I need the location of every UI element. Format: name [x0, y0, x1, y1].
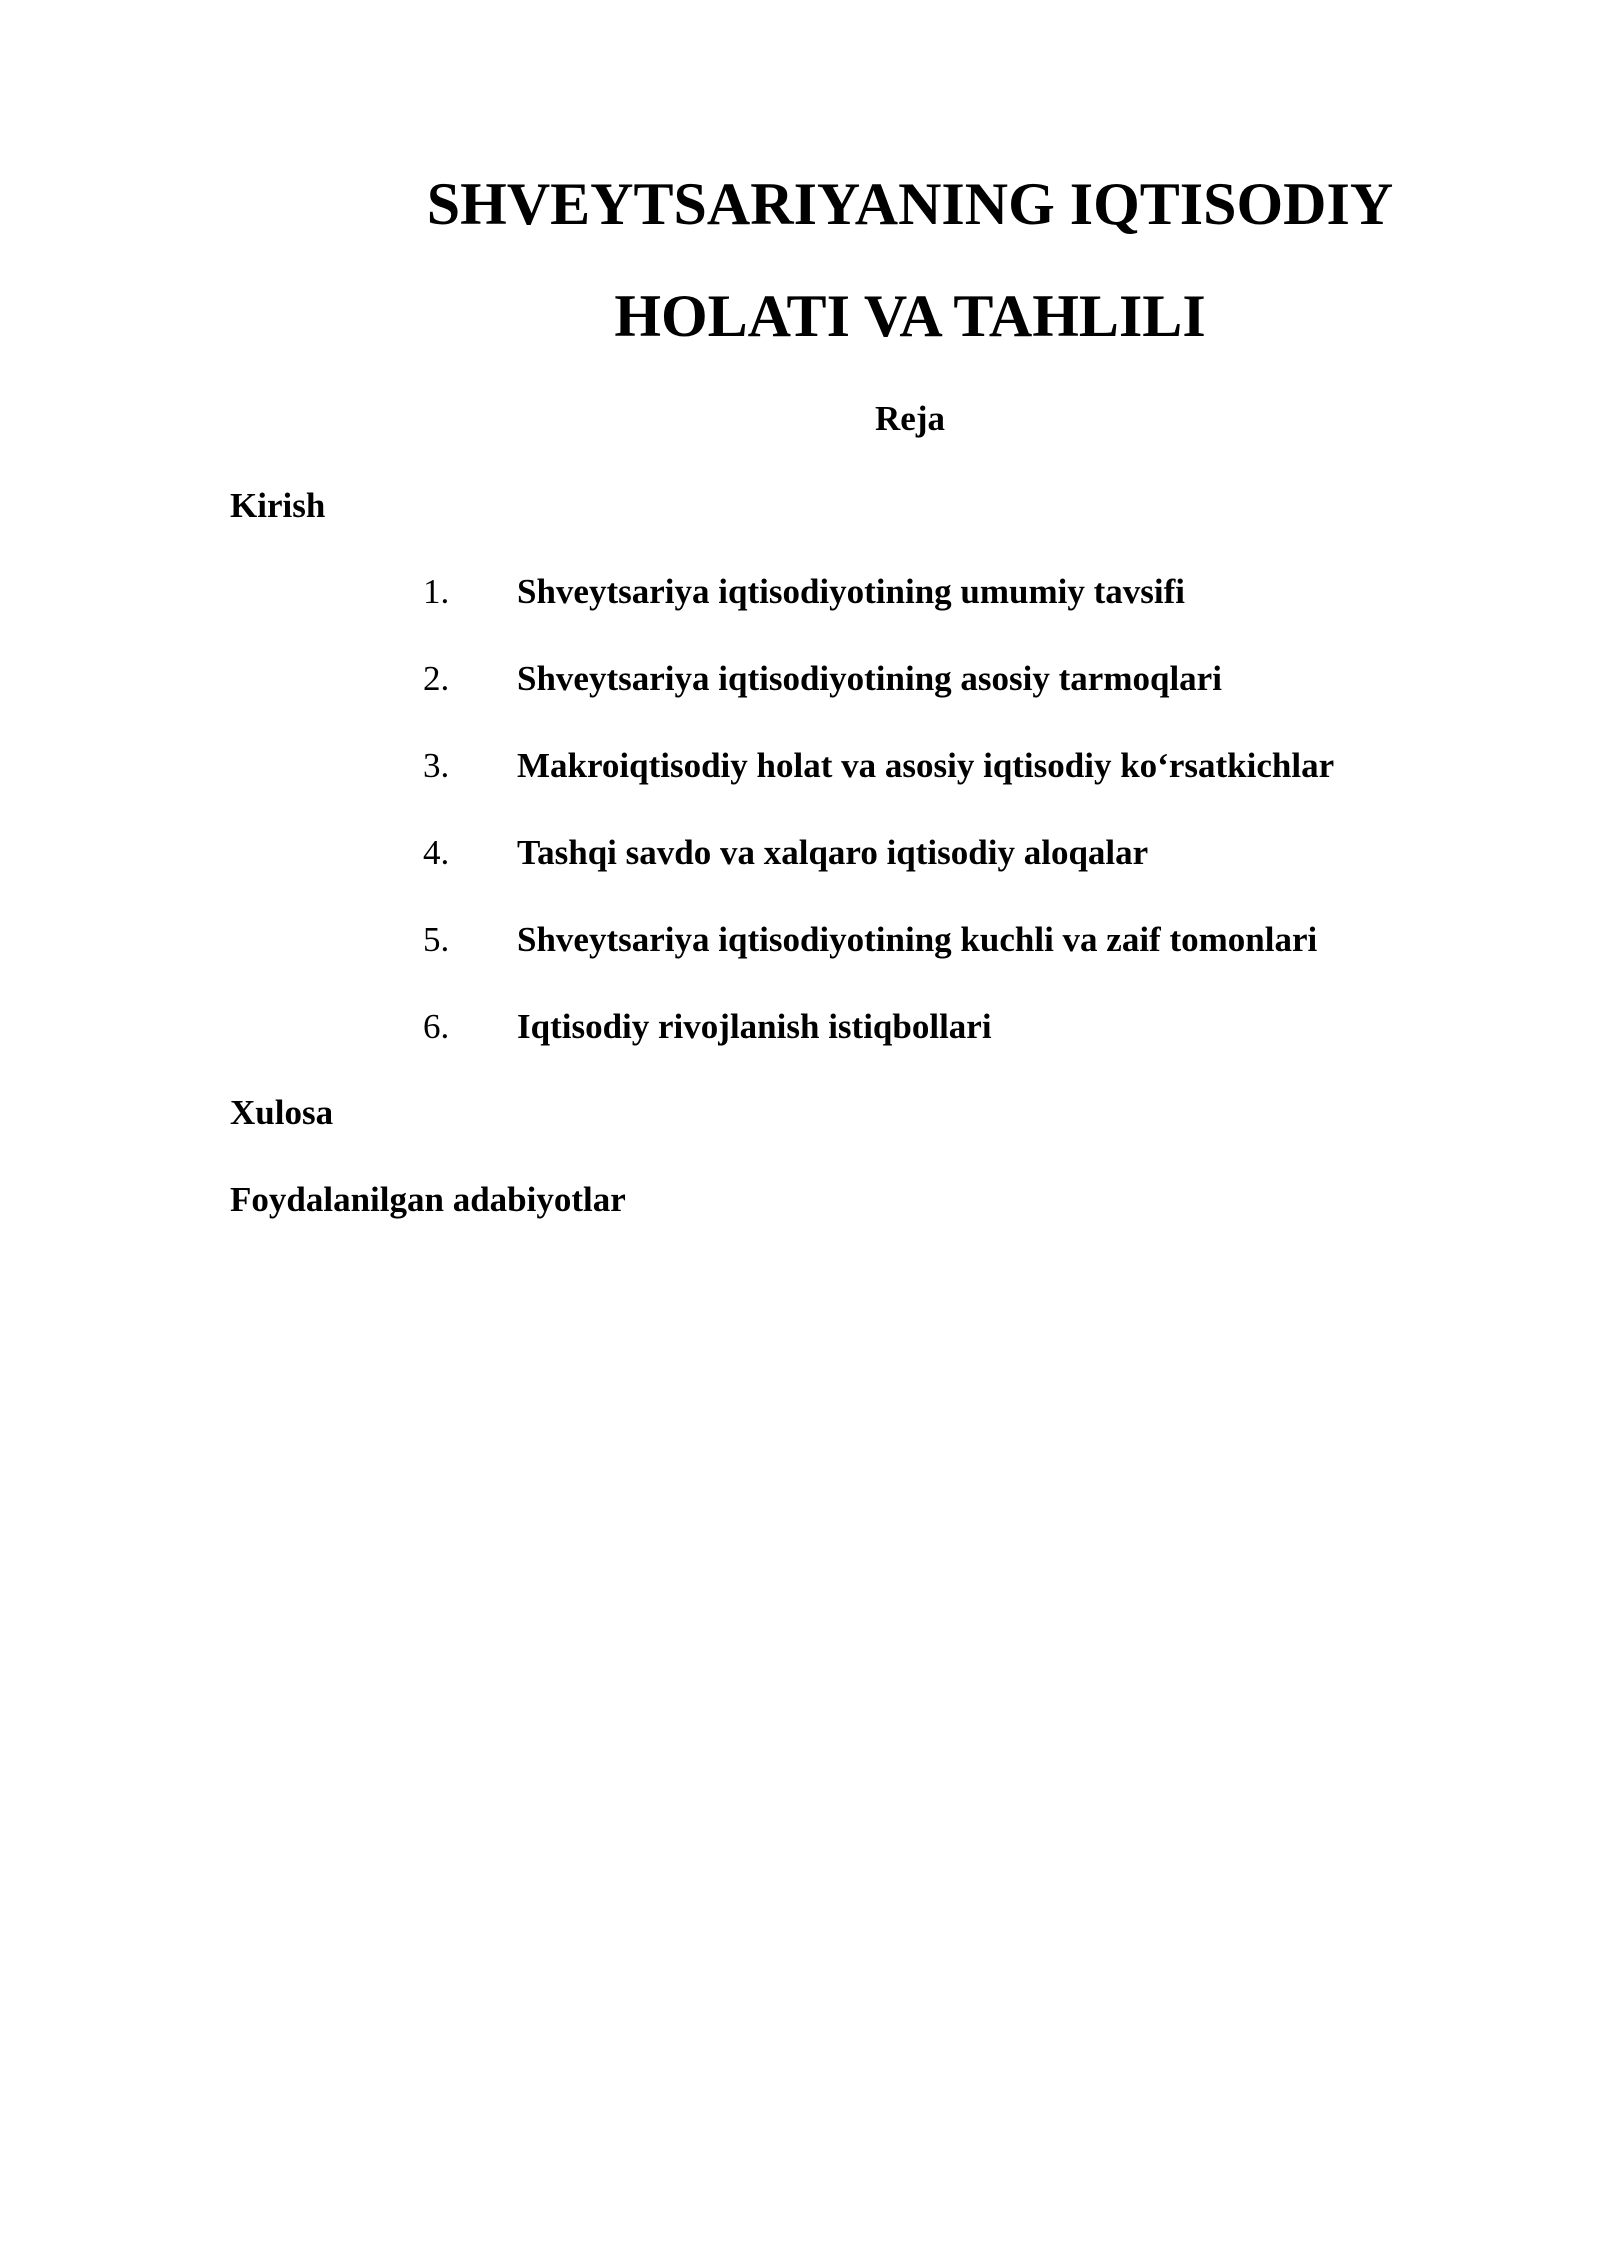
list-item-number: 1.	[423, 572, 450, 611]
list-item-number: 5.	[423, 920, 450, 959]
plan-heading: Reja	[875, 399, 945, 438]
references-heading: Foydalanilgan adabiyotlar	[230, 1180, 626, 1219]
list-item-number: 3.	[423, 746, 450, 785]
title-line-2: HOLATI VA TAHLILI	[614, 283, 1206, 349]
title-line-1: SHVEYTSARIYANING IQTISODIY	[426, 171, 1394, 237]
list-item-text: Shveytsariya iqtisodiyotining umumiy tavsifi	[517, 572, 1186, 611]
conclusion-heading: Xulosa	[230, 1093, 334, 1132]
list-item-text: Shveytsariya iqtisodiyotining asosiy tarmoqlari	[517, 659, 1222, 698]
document-title	[230, 148, 1590, 372]
list-item-number: 2.	[423, 659, 450, 698]
list-item-text: Shveytsariya iqtisodiyotining kuchli va zaif tomonlari	[517, 920, 1318, 959]
list-item-text: Tashqi savdo va xalqaro iqtisodiy aloqalar	[517, 833, 1149, 872]
list-item-number: 4.	[423, 833, 450, 872]
list-item-text: Iqtisodiy rivojlanish istiqbollari	[517, 1007, 992, 1046]
list-item-text: Makroiqtisodiy holat va asosiy iqtisodiy ko‘rsatkichlar	[517, 746, 1335, 785]
intro-heading: Kirish	[230, 486, 326, 525]
list-item-number: 6.	[423, 1007, 450, 1046]
